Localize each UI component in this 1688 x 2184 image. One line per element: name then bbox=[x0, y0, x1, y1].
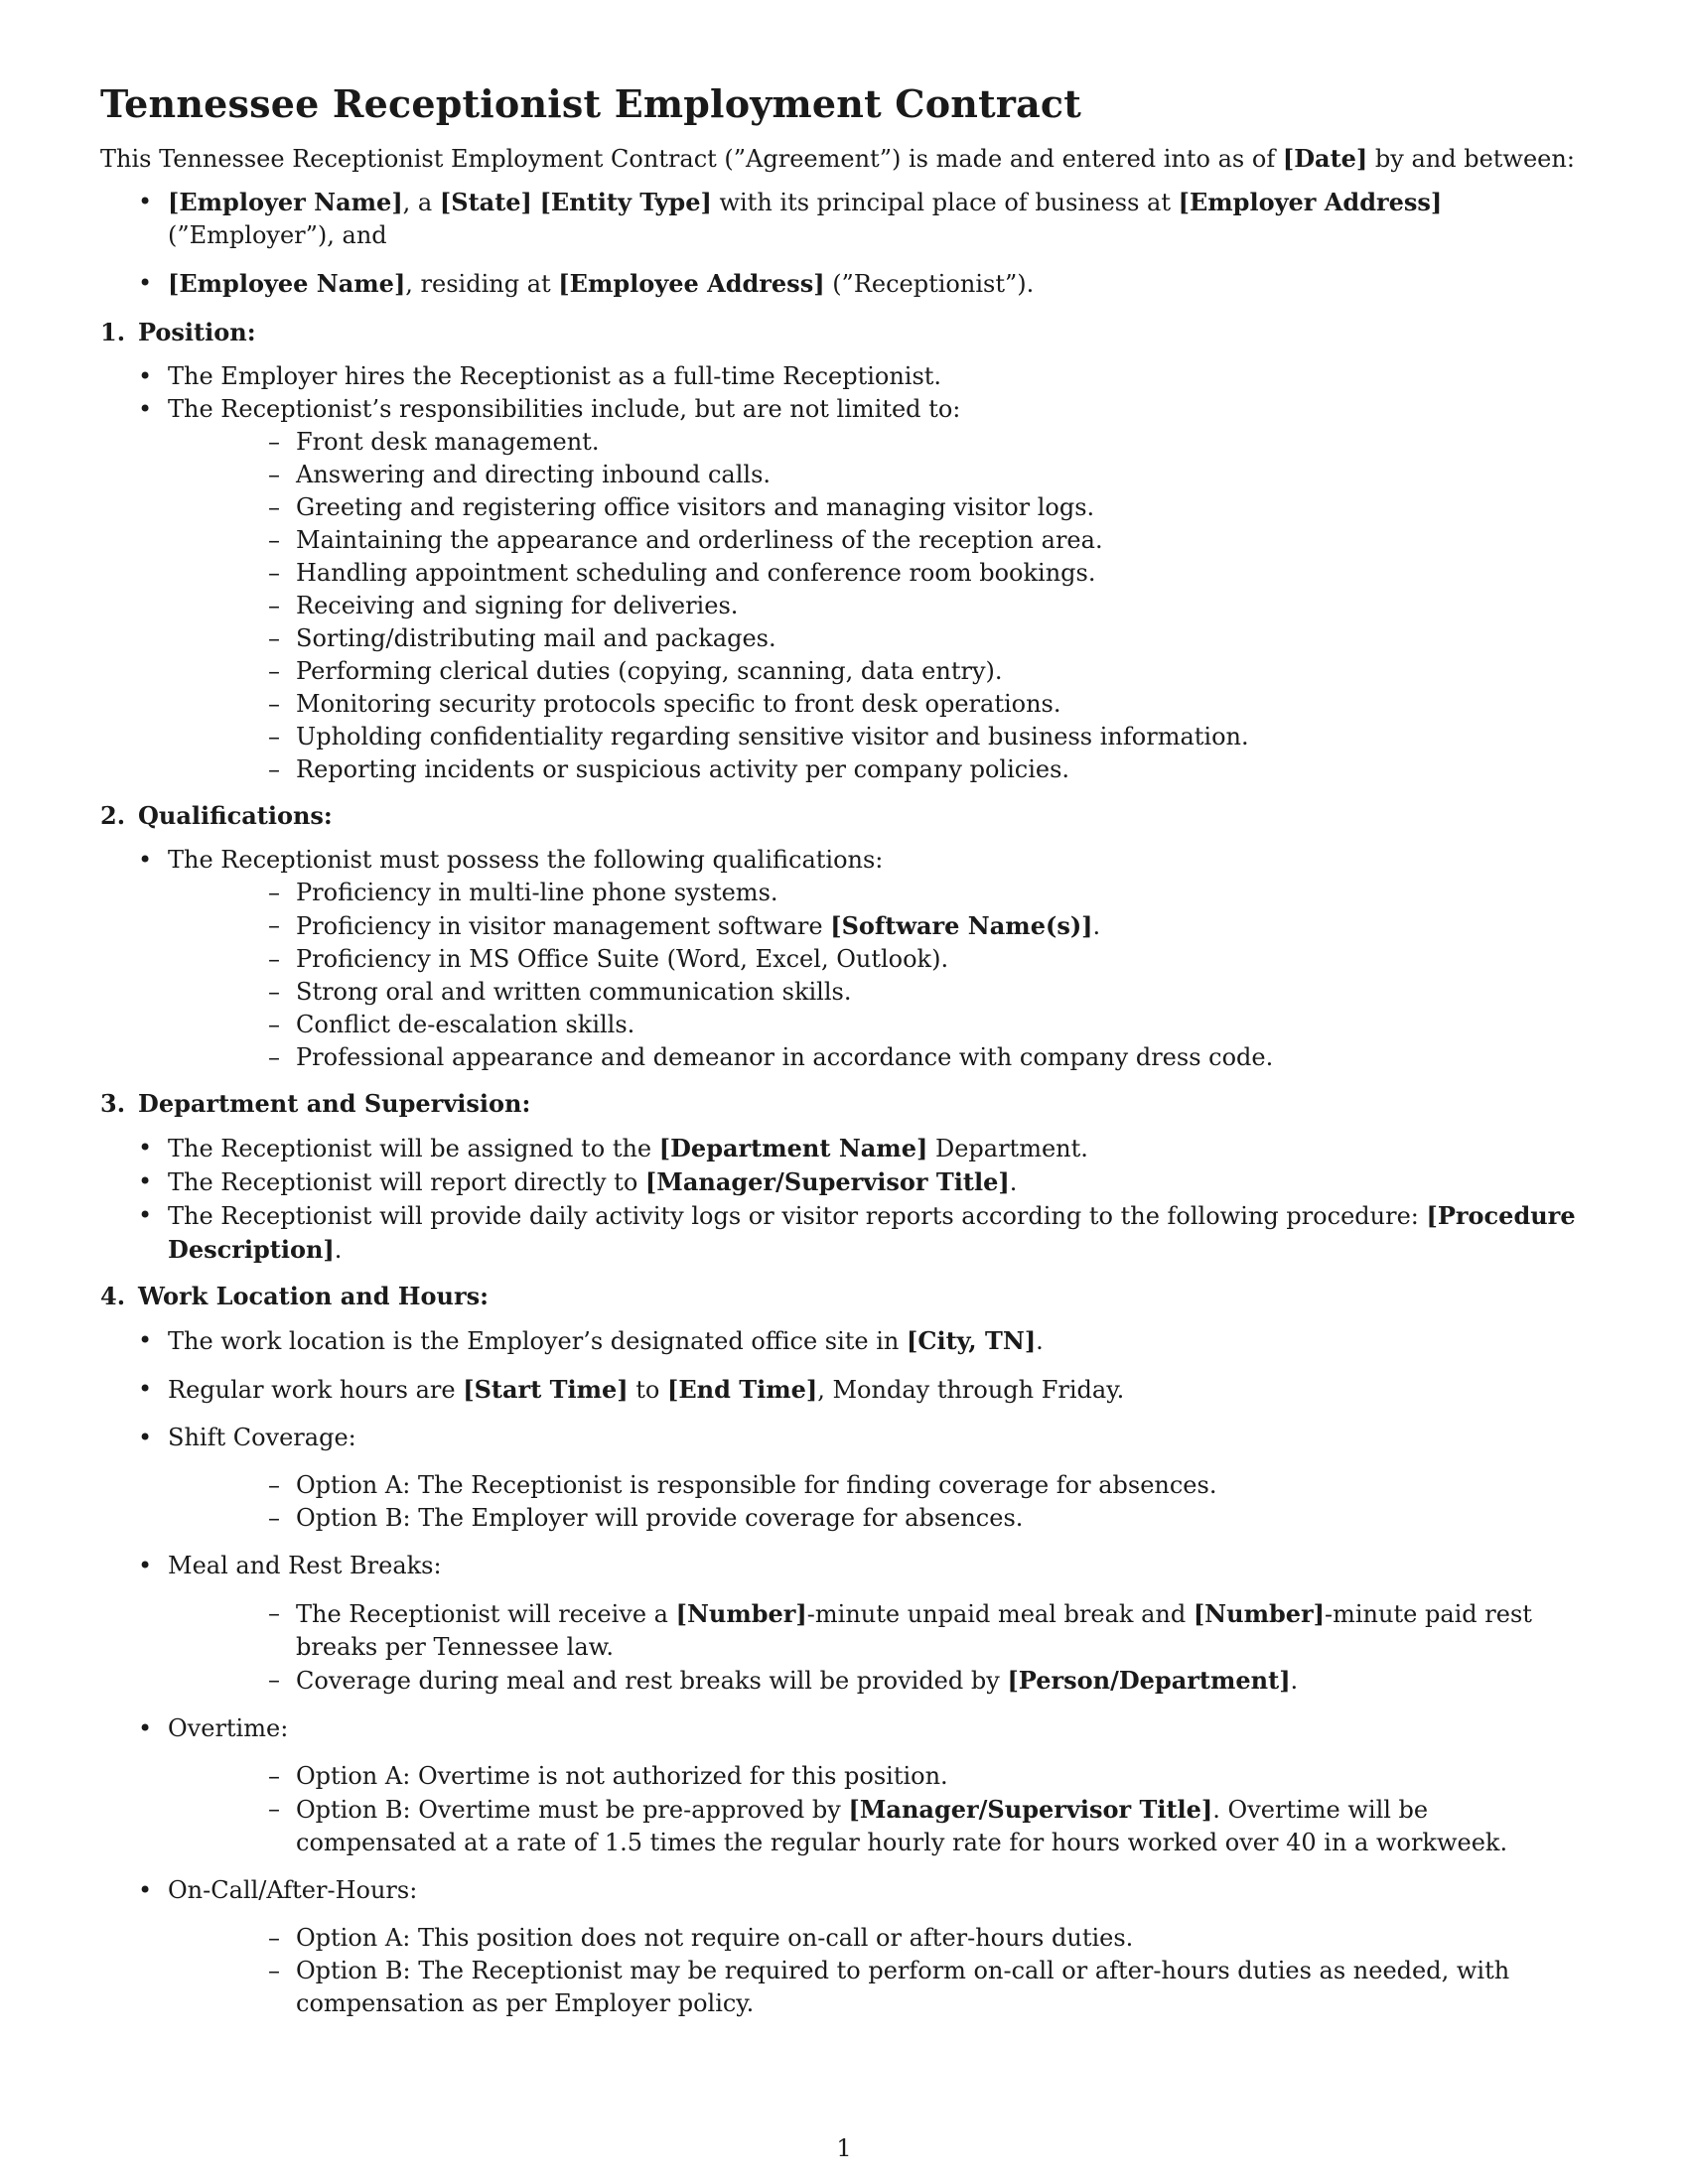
state-field: [State] bbox=[439, 188, 532, 216]
section-title: Department and Supervision: bbox=[138, 1089, 531, 1118]
section-number: 3. bbox=[100, 1089, 126, 1118]
shift-options bbox=[168, 1469, 1590, 1535]
list-item: – Option B: The Receptionist may be required to perform on-call or after-hours duties as needed, with compensation as per Employer policy. bbox=[168, 1955, 1590, 2020]
list-item: – Proficiency in multi-line phone systems. bbox=[168, 877, 1590, 909]
list-item bbox=[100, 844, 1590, 1074]
responsibilities-intro: The Receptionist’s responsibilities include, but are not limited to: bbox=[168, 395, 961, 423]
section-position bbox=[100, 316, 1590, 786]
qualifications-intro: The Receptionist must possess the following qualifications: bbox=[168, 846, 884, 874]
list-item bbox=[100, 1422, 1590, 1535]
work-location-list bbox=[100, 1324, 1590, 2020]
item-text: The Receptionist will receive a bbox=[296, 1600, 676, 1628]
section-work-location bbox=[100, 1280, 1590, 2020]
item-text: The Receptionist will be assigned to the bbox=[168, 1135, 659, 1162]
list-item bbox=[100, 1132, 1590, 1165]
list-item: – Sorting/distributing mail and packages. bbox=[168, 622, 1590, 655]
employer-name-field: [Employer Name] bbox=[168, 188, 403, 216]
list-item bbox=[168, 1597, 1590, 1664]
item-text: . bbox=[1036, 1327, 1044, 1355]
list-item bbox=[168, 1793, 1590, 1859]
intro-paragraph bbox=[100, 142, 1590, 176]
intro-text: This Tennessee Receptionist Employment Contract (”Agreement”) is made and entered into as of bbox=[100, 145, 1283, 173]
item-text: . Overtime will be compensated at a rate of 1.5 times the regular hourly rate for hours worked over 40 in a workweek. bbox=[296, 1796, 1508, 1856]
employee-address-field: [Employee Address] bbox=[558, 269, 825, 298]
end-time-field: [End Time] bbox=[666, 1375, 818, 1404]
responsibilities-list bbox=[168, 426, 1590, 786]
section-qualifications bbox=[100, 799, 1590, 1074]
party-text: , residing at bbox=[405, 270, 559, 298]
list-item: – Front desk management. bbox=[168, 426, 1590, 459]
item-text: . bbox=[1009, 1168, 1018, 1196]
section-heading bbox=[100, 1280, 1590, 1312]
list-item: – Option B: The Employer will provide coverage for absences. bbox=[168, 1502, 1590, 1535]
list-item: – Upholding confidentiality regarding sensitive visitor and business information. bbox=[168, 721, 1590, 753]
party-text: with its principal place of business at bbox=[711, 189, 1179, 216]
overtime-options bbox=[168, 1760, 1590, 1859]
list-item: – Answering and directing inbound calls. bbox=[168, 459, 1590, 491]
list-item bbox=[100, 393, 1590, 786]
list-item: – Monitoring security protocols specific to front desk operations. bbox=[168, 688, 1590, 721]
list-item: • The Employer hires the Receptionist as a full-time Receptionist. bbox=[100, 360, 1590, 393]
section-title: Work Location and Hours: bbox=[138, 1282, 489, 1310]
section-title: Position: bbox=[138, 318, 256, 346]
position-list bbox=[100, 360, 1590, 786]
list-item: – Strong oral and written communication skills. bbox=[168, 976, 1590, 1009]
list-item bbox=[100, 1199, 1590, 1267]
section-heading bbox=[100, 799, 1590, 832]
list-item: – Maintaining the appearance and orderliness of the reception area. bbox=[168, 524, 1590, 557]
section-number: 1. bbox=[100, 318, 126, 346]
list-item: – Receiving and signing for deliveries. bbox=[168, 590, 1590, 622]
document-title: Tennessee Receptionist Employment Contract bbox=[100, 81, 1082, 126]
procedure-field: [Procedure Description] bbox=[168, 1201, 1576, 1264]
meal-options bbox=[168, 1597, 1590, 1698]
item-text: Regular work hours are bbox=[168, 1376, 464, 1404]
list-item: – Option A: Overtime is not authorized for this position. bbox=[168, 1760, 1590, 1793]
entity-type-field: [Entity Type] bbox=[539, 188, 712, 216]
party-text: (”Receptionist”). bbox=[824, 270, 1035, 298]
on-call-options bbox=[168, 1922, 1590, 2020]
item-text: Coverage during meal and rest breaks will be provided by bbox=[296, 1667, 1008, 1695]
department-name-field: [Department Name] bbox=[658, 1134, 928, 1162]
page-number: 1 bbox=[836, 2134, 852, 2162]
party-text: (”Employer”), and bbox=[168, 221, 387, 249]
section-heading bbox=[100, 316, 1590, 348]
item-text: to bbox=[628, 1376, 667, 1404]
list-item: – Option A: This position does not require on-call or after-hours duties. bbox=[168, 1922, 1590, 1955]
number-field: [Number] bbox=[675, 1599, 807, 1628]
number-field: [Number] bbox=[1193, 1599, 1326, 1628]
item-text: -minute paid rest breaks per Tennessee law. bbox=[296, 1600, 1532, 1661]
item-text: The work location is the Employer’s designated office site in bbox=[168, 1327, 907, 1355]
on-call-label: On-Call/After-Hours: bbox=[168, 1876, 418, 1904]
section-number: 4. bbox=[100, 1282, 126, 1310]
list-item: – Greeting and registering office visitors and managing visitor logs. bbox=[168, 491, 1590, 524]
document-page bbox=[100, 81, 1590, 2035]
party-employee bbox=[100, 267, 1590, 301]
section-heading bbox=[100, 1087, 1590, 1120]
list-item bbox=[100, 1373, 1590, 1407]
section-number: 2. bbox=[100, 801, 126, 830]
intro-text-end: by and between: bbox=[1367, 145, 1575, 173]
party-employer bbox=[100, 186, 1590, 252]
party-text: , a bbox=[402, 189, 440, 216]
overtime-label: Overtime: bbox=[168, 1714, 289, 1742]
qualifications-list bbox=[100, 844, 1590, 1074]
shift-coverage-label: Shift Coverage: bbox=[168, 1424, 356, 1451]
list-item: – Reporting incidents or suspicious activity per company policies. bbox=[168, 753, 1590, 786]
department-list bbox=[100, 1132, 1590, 1267]
supervisor-title-field: [Manager/Supervisor Title] bbox=[848, 1795, 1213, 1824]
item-text: , Monday through Friday. bbox=[817, 1376, 1125, 1404]
list-item bbox=[100, 1550, 1590, 1698]
list-item: – Option A: The Receptionist is responsible for finding coverage for absences. bbox=[168, 1469, 1590, 1502]
city-field: [City, TN] bbox=[907, 1326, 1037, 1355]
list-item bbox=[168, 909, 1590, 943]
person-department-field: [Person/Department] bbox=[1007, 1666, 1291, 1695]
item-text: . bbox=[1290, 1667, 1299, 1695]
list-item: – Professional appearance and demeanor in accordance with company dress code. bbox=[168, 1041, 1590, 1074]
list-item bbox=[100, 1874, 1590, 2020]
item-text: The Receptionist will report directly to bbox=[168, 1168, 645, 1196]
employer-address-field: [Employer Address] bbox=[1178, 188, 1443, 216]
software-name-field: [Software Name(s)] bbox=[830, 911, 1093, 940]
employee-name-field: [Employee Name] bbox=[168, 269, 406, 298]
list-item: – Conflict de-escalation skills. bbox=[168, 1009, 1590, 1041]
item-text: . bbox=[1092, 912, 1101, 940]
item-text: Option B: Overtime must be pre-approved by bbox=[296, 1796, 849, 1824]
list-item bbox=[100, 1324, 1590, 1358]
list-item bbox=[100, 1165, 1590, 1199]
qualifications-sublist bbox=[168, 877, 1590, 1074]
section-department bbox=[100, 1087, 1590, 1267]
list-item: – Proficiency in MS Office Suite (Word, Excel, Outlook). bbox=[168, 943, 1590, 976]
item-text: -minute unpaid meal break and bbox=[806, 1600, 1194, 1628]
supervisor-title-field: [Manager/Supervisor Title] bbox=[644, 1167, 1010, 1196]
meal-breaks-label: Meal and Rest Breaks: bbox=[168, 1552, 442, 1579]
list-item: – Handling appointment scheduling and conference room bookings. bbox=[168, 557, 1590, 590]
item-text: Proficiency in visitor management software bbox=[296, 912, 831, 940]
item-text: . bbox=[334, 1236, 343, 1264]
item-text: The Receptionist will provide daily activity logs or visitor reports according to the following procedure: bbox=[168, 1202, 1427, 1230]
start-time-field: [Start Time] bbox=[463, 1375, 629, 1404]
list-item bbox=[168, 1664, 1590, 1698]
list-item: – Performing clerical duties (copying, scanning, data entry). bbox=[168, 655, 1590, 688]
item-text: Department. bbox=[927, 1135, 1088, 1162]
list-item bbox=[100, 1712, 1590, 1859]
section-title: Qualifications: bbox=[138, 801, 333, 830]
date-field: [Date] bbox=[1282, 144, 1368, 173]
parties-list bbox=[100, 186, 1590, 301]
